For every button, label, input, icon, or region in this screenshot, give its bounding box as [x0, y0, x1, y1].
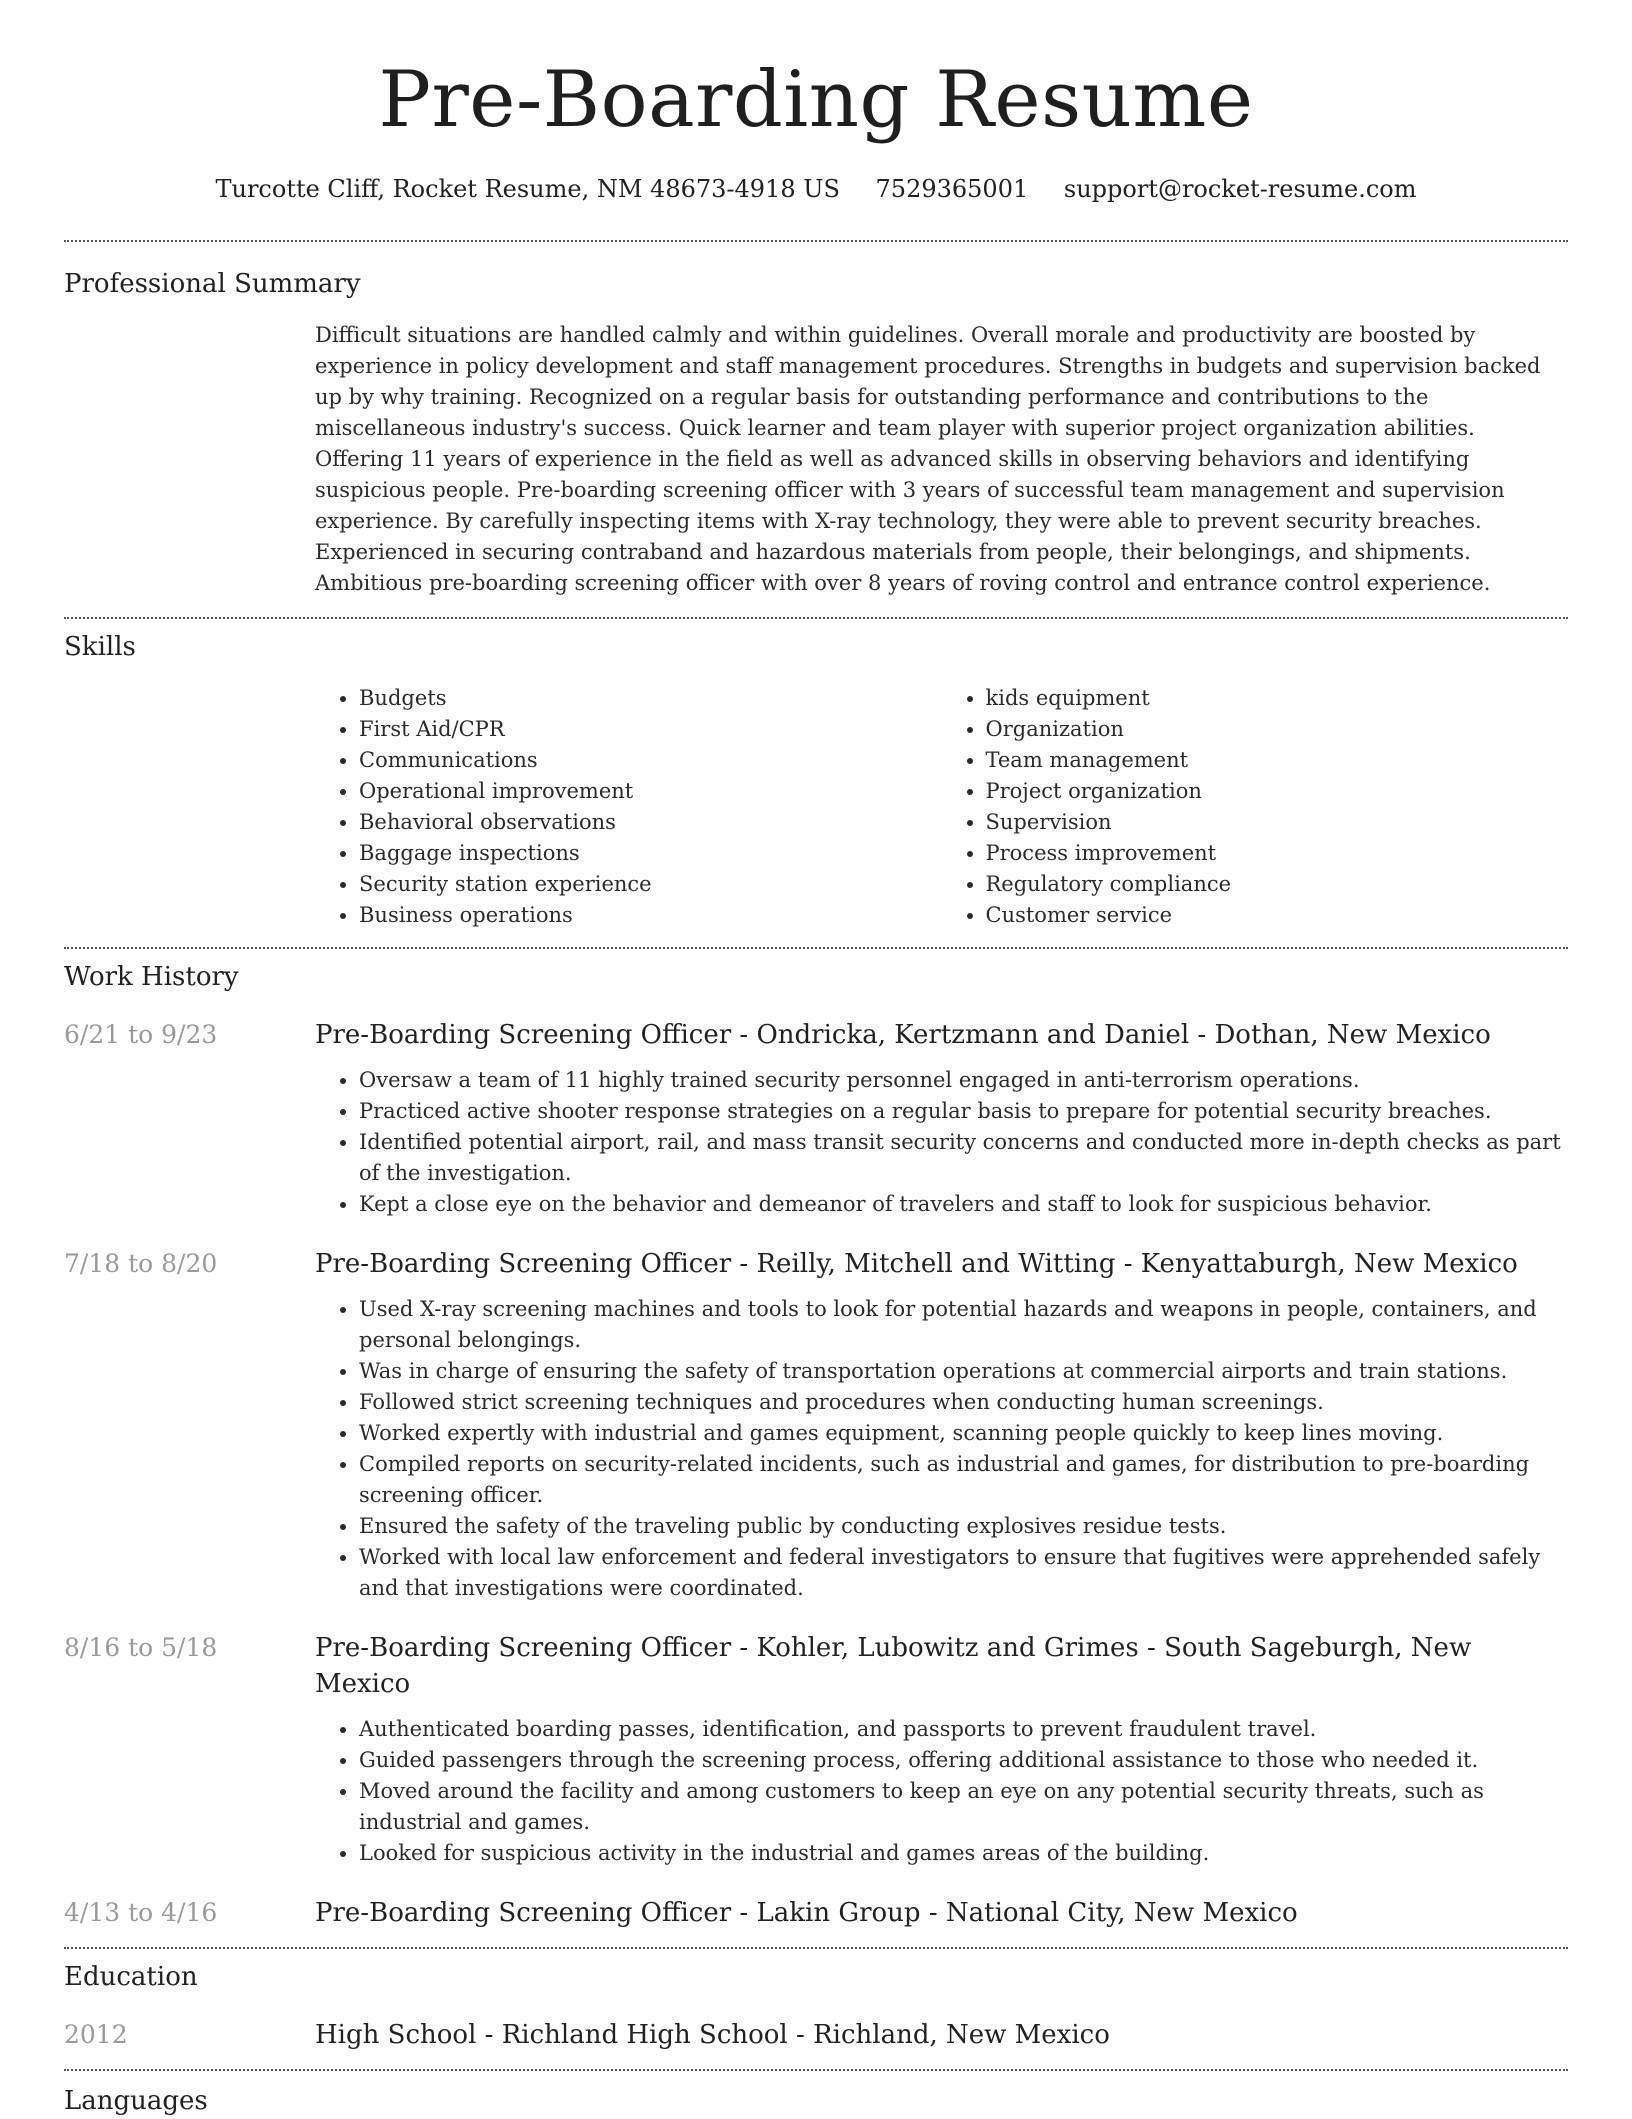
- list-item: • Was in charge of ensuring the safety of transportation operations at commercial airports and train stations.: [359, 1356, 1568, 1387]
- job-title: Pre-Boarding Screening Officer - Reilly, Mitchell and Witting - Kenyattaburgh, New Mexico: [315, 1249, 1518, 1279]
- resume-page: [64, 0, 1568, 2119]
- list-item: • Behavioral observations: [359, 807, 942, 838]
- skills-column-right: [942, 683, 1569, 931]
- list-item: • Baggage inspections: [359, 838, 942, 869]
- education-title: High School - Richland High School - Richland, New Mexico: [315, 2020, 1110, 2050]
- divider: [64, 1947, 1568, 1949]
- education-heading: Education: [64, 1962, 198, 1992]
- list-item: • Oversaw a team of 11 highly trained security personnel engaged in anti-terrorism operations.: [359, 1065, 1568, 1096]
- list-item: • Operational improvement: [359, 776, 942, 807]
- job-bullets: [315, 1294, 1568, 1604]
- list-item: • Identified potential airport, rail, and mass transit security concerns and conducted more in-depth checks as part of the investigation.: [359, 1127, 1568, 1189]
- job-title: Pre-Boarding Screening Officer - Lakin Group - National City, New Mexico: [315, 1898, 1298, 1928]
- list-item: • Practiced active shooter response strategies on a regular basis to prepare for potential security breaches.: [359, 1096, 1568, 1127]
- list-item: • Project organization: [986, 776, 1569, 807]
- list-item: • kids equipment: [986, 683, 1569, 714]
- skills-list: [315, 683, 1568, 931]
- list-item: • Customer service: [986, 900, 1569, 931]
- list-item: • Security station experience: [359, 869, 942, 900]
- list-item: • Moved around the facility and among customers to keep an eye on any potential security threats, such as industrial and games.: [359, 1776, 1568, 1838]
- list-item: • Regulatory compliance: [986, 869, 1569, 900]
- job-dates: 8/16 to 5/18: [64, 1633, 218, 1662]
- list-item: • Worked expertly with industrial and games equipment, scanning people quickly to keep lines moving.: [359, 1418, 1568, 1449]
- job-bullets: [315, 1065, 1568, 1220]
- job-entry: [64, 1895, 1568, 1931]
- job-bullets: [315, 1714, 1568, 1869]
- education-dates: 2012: [64, 2020, 128, 2049]
- skills-column-left: [315, 683, 942, 931]
- skills-heading: Skills: [64, 632, 136, 662]
- job-entry: [64, 1246, 1568, 1604]
- summary-text: Difficult situations are handled calmly and within guidelines. Overall morale and productivity are boosted by experience in policy development and staff management procedures. Strengths in budgets and supervision backed up by why training. Recognized on a regular basis for outstanding performance and contributions to the miscellaneous industry's success. Quick learner and team player with superior project organization abilities. Offering 11 years of experience in the field as well as advanced skills in observing behaviors and identifying suspicious people. Pre-boarding screening officer with 3 years of successful team management and supervision experience. By carefully inspecting items with X-ray technology, they were able to prevent security breaches. Experienced in securing contraband and hazardous materials from people, their belongings, and shipments. Ambitious pre-boarding screening officer with over 8 years of roving control and entrance control experience.: [315, 323, 1541, 595]
- list-item: • Business operations: [359, 900, 942, 931]
- divider: [64, 947, 1568, 949]
- list-item: • Communications: [359, 745, 942, 776]
- contact-phone: 7529365001: [875, 175, 1029, 203]
- summary-heading: Professional Summary: [64, 269, 361, 299]
- work-heading: Work History: [64, 962, 239, 992]
- list-item: • Budgets: [359, 683, 942, 714]
- list-item: • Organization: [986, 714, 1569, 745]
- job-dates: 6/21 to 9/23: [64, 1020, 218, 1049]
- list-item: • Looked for suspicious activity in the industrial and games areas of the building.: [359, 1838, 1568, 1869]
- list-item: • Ensured the safety of the traveling public by conducting explosives residue tests.: [359, 1511, 1568, 1542]
- list-item: • Kept a close eye on the behavior and demeanor of travelers and staff to look for suspicious behavior.: [359, 1189, 1568, 1220]
- divider: [64, 240, 1568, 242]
- list-item: • First Aid/CPR: [359, 714, 942, 745]
- list-item: • Process improvement: [986, 838, 1569, 869]
- list-item: • Guided passengers through the screening process, offering additional assistance to those who needed it.: [359, 1745, 1568, 1776]
- job-title: Pre-Boarding Screening Officer - Kohler, Lubowitz and Grimes - South Sageburgh, New Mexico: [315, 1633, 1472, 1699]
- list-item: • Used X-ray screening machines and tools to look for potential hazards and weapons in people, containers, and personal belongings.: [359, 1294, 1568, 1356]
- contact-line: [64, 172, 1568, 206]
- list-item: • Supervision: [986, 807, 1569, 838]
- list-item: • Authenticated boarding passes, identification, and passports to prevent fraudulent travel.: [359, 1714, 1568, 1745]
- page-title: Pre-Boarding Resume: [378, 55, 1254, 145]
- education-entry: [64, 2017, 1568, 2053]
- job-dates: 4/13 to 4/16: [64, 1898, 218, 1927]
- list-item: • Team management: [986, 745, 1569, 776]
- divider: [64, 617, 1568, 619]
- contact-email: support@rocket-resume.com: [1063, 175, 1417, 203]
- languages-heading: Languages: [64, 2086, 208, 2116]
- list-item: • Worked with local law enforcement and federal investigators to ensure that fugitives were apprehended safely and that investigations were coordinated.: [359, 1542, 1568, 1604]
- divider: [64, 2069, 1568, 2071]
- list-item: • Compiled reports on security-related incidents, such as industrial and games, for distribution to pre-boarding screening officer.: [359, 1449, 1568, 1511]
- list-item: • Followed strict screening techniques and procedures when conducting human screenings.: [359, 1387, 1568, 1418]
- job-dates: 7/18 to 8/20: [64, 1249, 218, 1278]
- job-entry: [64, 1017, 1568, 1220]
- job-entry: [64, 1630, 1568, 1869]
- contact-address: Turcotte Cliff, Rocket Resume, NM 48673-4918 US: [215, 175, 840, 203]
- job-title: Pre-Boarding Screening Officer - Ondricka, Kertzmann and Daniel - Dothan, New Mexico: [315, 1020, 1491, 1050]
